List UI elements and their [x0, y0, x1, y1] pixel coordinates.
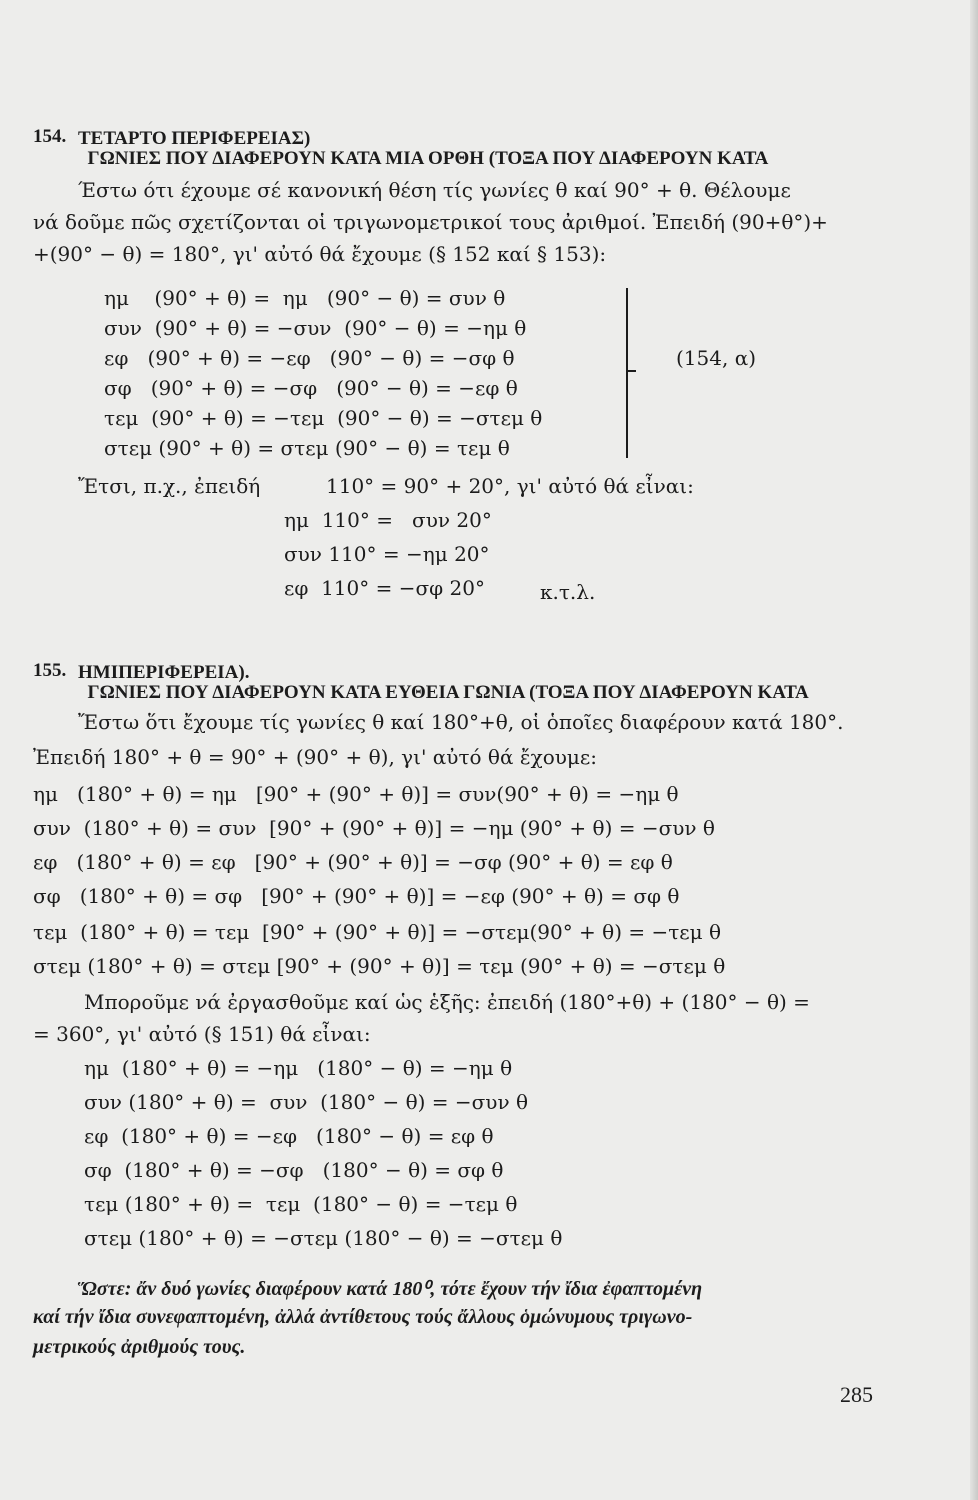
section-155-number: 155. — [33, 660, 67, 681]
example-row: συν 110° = −ημ 20° — [284, 542, 490, 566]
paragraph-154-line1: Έστω ότι έχουμε σέ κανονική θέση τίς γωνίες θ καί 90° + θ. Θέλουμε — [78, 178, 791, 202]
section-154-number: 154. — [33, 126, 67, 147]
paragraph-154-line2: νά δοῦμε πῶς σχετίζονται οἱ τριγωνομετρικοί τους ἀριθμοί. Ἐπειδή (90+θ°)+ — [33, 210, 828, 234]
equation-b-row: εφ (180° + θ) = εφ [90° + (90° + θ)] = −σφ (90° + θ) = εφ θ — [33, 850, 673, 874]
equation-b-row: στεμ (180° + θ) = στεμ [90° + (90° + θ)] = τεμ (90° + θ) = −στεμ θ — [33, 954, 726, 978]
paragraph-155-line1: Ἔστω ὅτι ἔχουμε τίς γωνίες θ καί 180°+θ, οἱ ὁποῖες διαφέρουν κατά 180°. — [78, 710, 844, 734]
equation-c-row: στεμ (180° + θ) = −στεμ (180° − θ) = −στεμ θ — [84, 1226, 563, 1250]
example-etc: κ.τ.λ. — [540, 580, 596, 604]
conclusion-line3: μετρικούς ἀριθμούς τους. — [33, 1336, 246, 1358]
equation-b-row: τεμ (180° + θ) = τεμ [90° + (90° + θ)] = −στεμ(90° + θ) = −τεμ θ — [33, 920, 722, 944]
equation-c-row: εφ (180° + θ) = −εφ (180° − θ) = εφ θ — [84, 1124, 494, 1148]
equation-b-row: σφ (180° + θ) = σφ [90° + (90° + θ)] = −εφ (90° + θ) = σφ θ — [33, 884, 680, 908]
equation-b-row: ημ (180° + θ) = ημ [90° + (90° + θ)] = συν(90° + θ) = −ημ θ — [33, 782, 679, 806]
equation-c-row: τεμ (180° + θ) = τεμ (180° − θ) = −τεμ θ — [84, 1192, 518, 1216]
example-row: ημ 110° = συν 20° — [284, 508, 492, 532]
equation-a-row: συν (90° + θ) = −συν (90° − θ) = −ημ θ — [104, 316, 527, 340]
section-155-title-line1: ΓΩΝΙΕΣ ΠΟΥ ΔΙΑΦΕΡΟΥΝ ΚΑΤΑ ΕΥΘΕΙΑ ΓΩΝΙΑ (ΤΟΞΑ ΠΟΥ ΔΙΑΦΕΡΟΥΝ ΚΑΤΑ — [87, 682, 809, 703]
equation-a-brace — [612, 288, 628, 458]
paragraph-155-line2: Ἐπειδή 180° + θ = 90° + (90° + θ), γι' αὐτό θά ἔχουμε: — [33, 745, 597, 769]
example-condition: 110° = 90° + 20°, γι' αὐτό θά εἶναι: — [326, 474, 694, 498]
paragraph-155b-line2: = 360°, γι' αὐτό (§ 151) θά εἶναι: — [33, 1022, 371, 1046]
conclusion-line2: καί τήν ἴδια συνεφαπτομένη, ἀλλά ἀντίθετους τούς ἄλλους ὁμώνυμους τριγωνο- — [33, 1306, 693, 1328]
equation-a-row: τεμ (90° + θ) = −τεμ (90° − θ) = −στεμ θ — [104, 406, 543, 430]
equation-a-row: εφ (90° + θ) = −εφ (90° − θ) = −σφ θ — [104, 346, 515, 370]
equation-c-row: ημ (180° + θ) = −ημ (180° − θ) = −ημ θ — [84, 1056, 513, 1080]
equation-a-row: ημ (90° + θ) = ημ (90° − θ) = συν θ — [104, 286, 506, 310]
page-edge-shadow — [970, 0, 978, 1500]
paragraph-154-line3: +(90° − θ) = 180°, γι' αὐτό θά ἔχουμε (§ 152 καί § 153): — [33, 242, 607, 266]
paragraph-155b-line1: Μποροῦμε νά ἐργασθοῦμε καί ὡς ἑξῆς: ἐπειδή (180°+θ) + (180° − θ) = — [84, 990, 810, 1014]
section-154-title-line2: ΤΕΤΑΡΤΟ ΠΕΡΙΦΕΡΕΙΑΣ) — [78, 128, 311, 149]
equation-a-row: σφ (90° + θ) = −σφ (90° − θ) = −εφ θ — [104, 376, 518, 400]
example-row: εφ 110° = −σφ 20° — [284, 576, 485, 600]
equation-c-row: συν (180° + θ) = συν (180° − θ) = −συν θ — [84, 1090, 529, 1114]
equation-b-row: συν (180° + θ) = συν [90° + (90° + θ)] = −ημ (90° + θ) = −συν θ — [33, 816, 715, 840]
equation-a-brace-tip — [626, 370, 636, 372]
section-154-title-line1: ΓΩΝΙΕΣ ΠΟΥ ΔΙΑΦΕΡΟΥΝ ΚΑΤΑ ΜΙΑ ΟΡΘΗ (ΤΟΞΑ ΠΟΥ ΔΙΑΦΕΡΟΥΝ ΚΑΤΑ — [87, 148, 769, 169]
equation-a-row: στεμ (90° + θ) = στεμ (90° − θ) = τεμ θ — [104, 436, 510, 460]
section-155-title-line2: ΗΜΙΠΕΡΙΦΕΡΕΙΑ). — [78, 662, 250, 683]
example-lead: Ἔτσι, π.χ., ἐπειδή — [78, 474, 261, 498]
equation-c-row: σφ (180° + θ) = −σφ (180° − θ) = σφ θ — [84, 1158, 504, 1182]
conclusion-line1: Ὥστε: ἄν δυό γωνίες διαφέρουν κατά 180⁰, τότε ἔχουν τήν ἴδια ἐφαπτομένη — [78, 1278, 703, 1300]
equation-a-tag: (154, α) — [676, 346, 756, 370]
page-number: 285 — [840, 1382, 873, 1407]
